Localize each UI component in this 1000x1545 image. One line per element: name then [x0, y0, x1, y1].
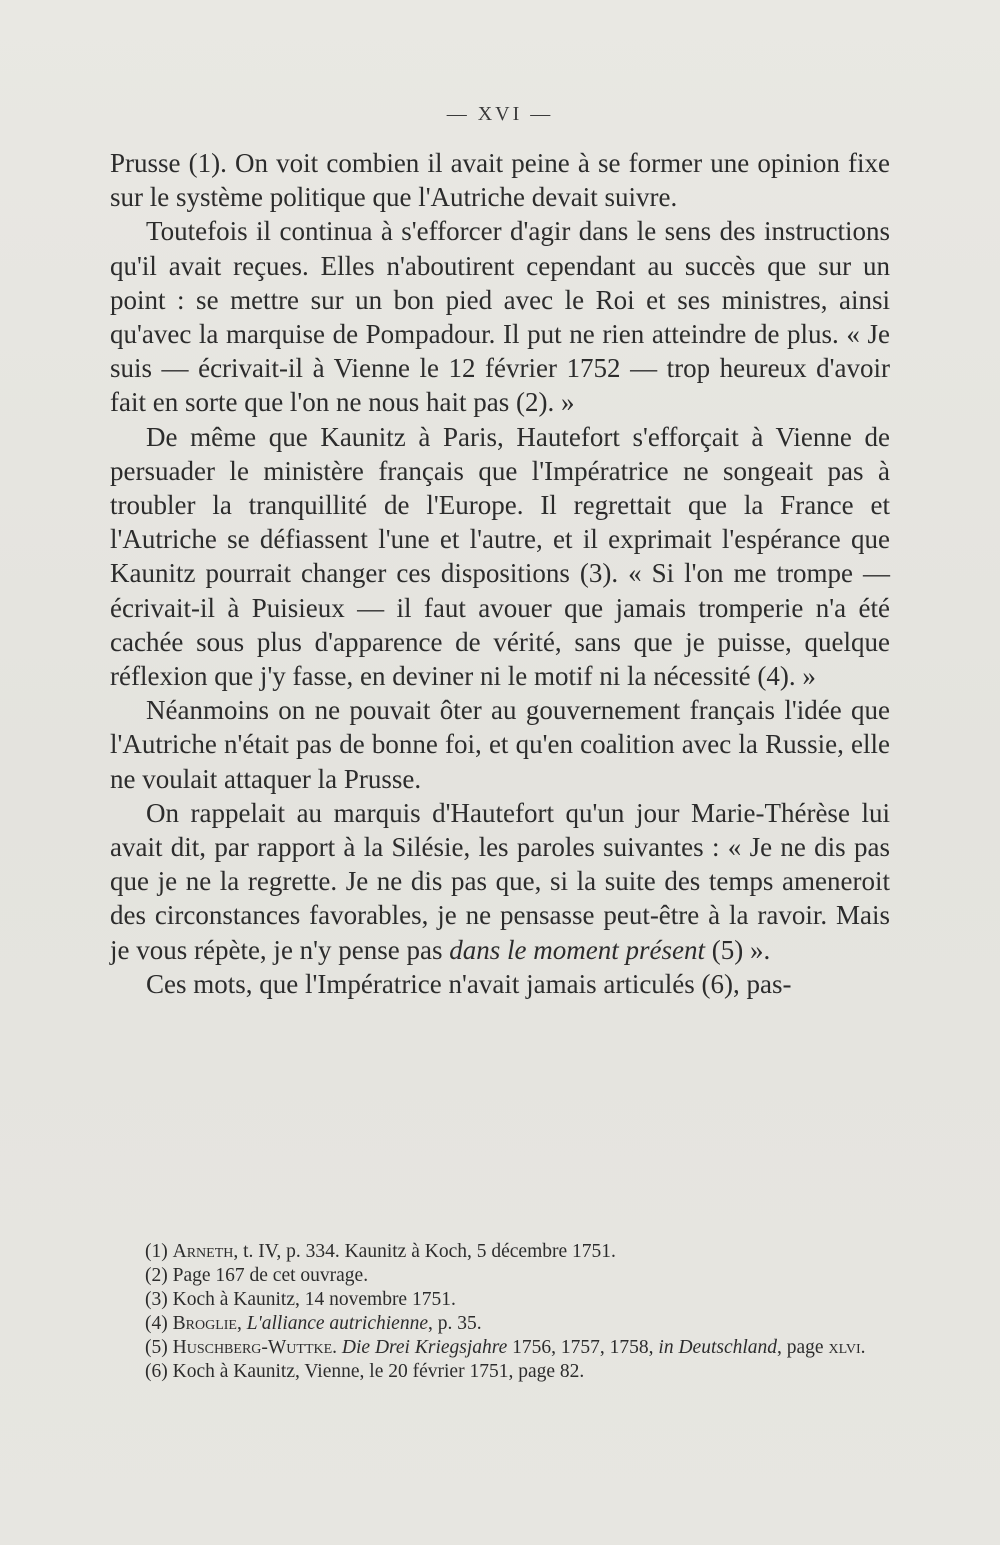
paragraph-5 [110, 796, 890, 967]
footnote-number: (6) [145, 1361, 168, 1382]
footnote-2 [145, 1264, 900, 1288]
footnote-years: 1756, 1757, 1758, [507, 1337, 659, 1358]
paragraph-5-text: On rappelait au marquis d'Hautefort qu'un jour Marie-Thérèse lui avait dit, par rapport à la Silésie, les paroles suivantes : « Je ne dis pas que je ne la regrette. Je ne dis pas que, si la suite des temps ameneroit des circonstances favorables, je ne pensasse peut-être à la ravoir. Mais je vous répète, je n'y pense pas [110, 797, 890, 965]
paragraph-5-italic: dans le moment présent [449, 934, 705, 965]
footnote-text: , page [777, 1337, 829, 1358]
footnote-1 [145, 1240, 900, 1264]
paragraph-1: Prusse (1). On voit combien il avait peine à se former une opinion fixe sur le système politique que l'Autriche devait suivre. [110, 148, 890, 213]
footnote-text: Koch à Kaunitz, 14 novembre 1751. [172, 1289, 456, 1310]
footnote-number: (4) [145, 1313, 168, 1334]
footnote-3 [145, 1288, 900, 1312]
footnote-author: Arneth [172, 1241, 234, 1262]
footnote-5 [145, 1336, 900, 1360]
footnote-6 [145, 1360, 900, 1384]
footnote-separator: . [332, 1337, 342, 1358]
footnote-title: Die Drei Kriegsjahre [341, 1337, 508, 1358]
footnote-4 [145, 1312, 900, 1336]
footnote-text: , t. IV, p. 334. Kaunitz à Koch, 5 décembre 1751. [233, 1241, 616, 1262]
footnote-separator: , [236, 1313, 247, 1334]
paragraph-3: De même que Kaunitz à Paris, Hautefort s'efforçait à Vienne de persuader le ministère français que l'Impératrice ne songeait pas à troubler la tranquillité de l'Europe. Il regrettait que la France et l'Autriche se défiassent l'une et l'autre, et il exprimait l'espérance que Kaunitz pourrait changer ces dispositions (3). « Si l'on me trompe — écrivait-il à Puisieux — il faut avouer que jamais tromperie n'a été cachée sous plus d'apparence de vérité, sans que je puisse, quelque réflexion que j'y fasse, en deviner ni le motif ni la nécessité (4). » [110, 421, 890, 692]
paragraph-6: Ces mots, que l'Impératrice n'avait jamais articulés (6), pas- [146, 968, 792, 999]
footnote-text: Page 167 de cet ouvrage. [172, 1265, 369, 1286]
footnote-text: , p. 35. [427, 1313, 482, 1334]
footnote-number: (2) [145, 1265, 168, 1286]
footnotes [145, 1240, 900, 1384]
footnote-author: Broglie [172, 1313, 237, 1334]
footnote-author: Huschberg-Wuttke [172, 1337, 333, 1358]
footnote-end: . [860, 1337, 866, 1358]
footnote-page-numeral: xlvi [828, 1337, 861, 1358]
paragraph-2: Toutefois il continua à s'efforcer d'agir dans le sens des instructions qu'il avait reçues. Elles n'aboutirent cependant au succès que sur un point : se mettre sur un bon pied avec le Roi et ses ministres, ainsi qu'avec la marquise de Pompadour. Il put ne rien atteindre de plus. « Je suis — écrivait-il à Vienne le 12 février 1752 — trop heureux d'avoir fait en sorte que l'on ne nous hait pas (2). » [110, 216, 890, 418]
footnote-place: in Deutschland [658, 1337, 778, 1358]
footnote-title: L'alliance autrichienne [246, 1313, 428, 1334]
footnote-number: (5) [145, 1337, 168, 1358]
page-number-header: — XVI — [446, 103, 554, 125]
footnote-number: (1) [145, 1241, 168, 1262]
footnote-text: Koch à Kaunitz, Vienne, le 20 février 1751, page 82. [172, 1361, 585, 1382]
paragraph-5-end: (5) ». [704, 934, 771, 965]
body-text [110, 146, 890, 1001]
footnote-number: (3) [145, 1289, 168, 1310]
paragraph-4: Néanmoins on ne pouvait ôter au gouvernement français l'idée que l'Autriche n'était pas de bonne foi, et qu'en coalition avec la Russie, elle ne voulait attaquer la Prusse. [110, 695, 890, 794]
